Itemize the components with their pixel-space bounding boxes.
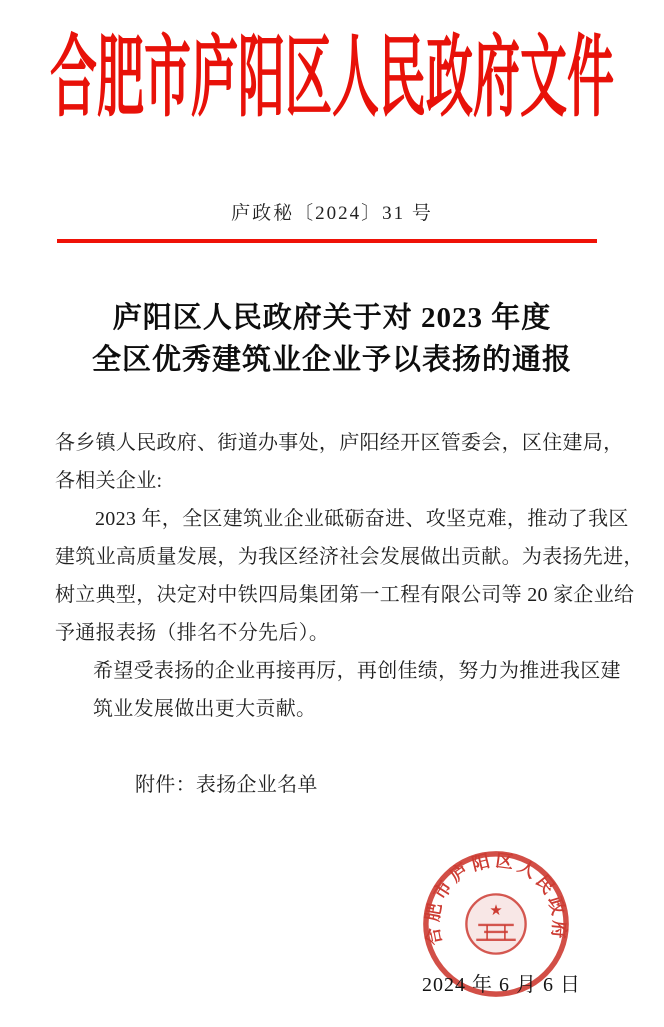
attachment-line: 附件：表扬企业名单 xyxy=(135,774,318,796)
document-title-line-1: 庐阳区人民政府关于对 2023 年度 xyxy=(112,302,552,334)
paragraph-1-line-2: 建筑业高质量发展，为我区经济社会发展做出贡献。为表扬先进， xyxy=(55,546,644,568)
letterhead-title: 合肥市庐阳区人民政府文件 xyxy=(50,30,614,130)
document-body xyxy=(55,424,644,804)
seal-arc-text: 合肥市庐阳区人民政府 xyxy=(422,850,570,947)
paragraph-2-line-2: 筑业发展做出更大贡献。 xyxy=(93,698,317,720)
paragraph-1-line-1: 2023 年，全区建筑业企业砥砺奋进、攻坚克难，推动了我区 xyxy=(95,508,629,530)
paragraph-2-line-1: 希望受表扬的企业再接再厉，再创佳绩，努力为推进我区建 xyxy=(93,660,621,682)
document-date: 2024 年 6 月 6 日 xyxy=(422,974,581,996)
paragraph-1-line-4: 予通报表扬（排名不分先后）。 xyxy=(55,622,330,644)
red-divider-line xyxy=(57,239,597,243)
national-emblem-icon xyxy=(466,894,525,953)
document-title-line-2: 全区优秀建筑业企业予以表扬的通报 xyxy=(91,344,572,376)
salutation-line-1: 各乡镇人民政府、街道办事处，庐阳经开区管委会，区住建局， xyxy=(55,432,624,454)
emblem-star-icon: ★ xyxy=(489,902,503,920)
paragraph-1-line-3: 树立典型，决定对中铁四局集团第一工程有限公司等 20 家企业给 xyxy=(55,584,635,606)
document-title xyxy=(0,297,664,381)
document-number: 庐政秘〔2024〕31 号 xyxy=(231,203,433,224)
salutation-line-2: 各相关企业: xyxy=(55,470,163,492)
